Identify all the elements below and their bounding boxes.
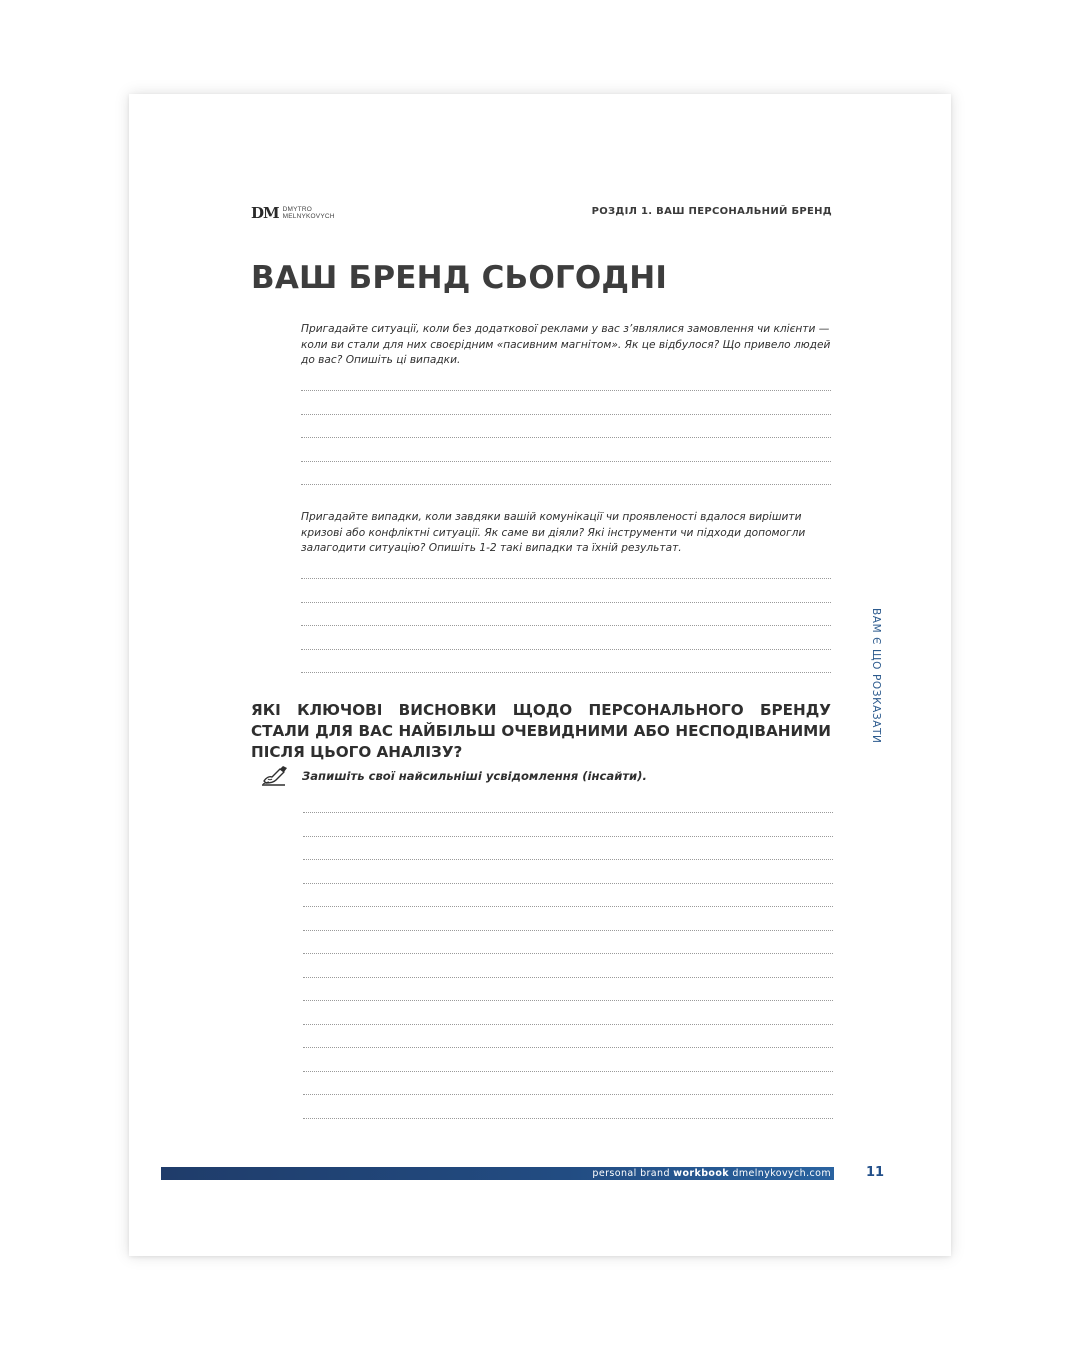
side-chapter-label: ВАМ Є ЩО РОЗКАЗАТИ bbox=[870, 608, 882, 744]
answer-line[interactable] bbox=[301, 414, 831, 415]
brand-logo bbox=[251, 204, 335, 222]
answer-line[interactable] bbox=[303, 953, 833, 954]
answer-line[interactable] bbox=[303, 1071, 833, 1072]
insight-instruction: Запишіть свої найсильніші усвідомлення (інсайти). bbox=[302, 769, 647, 783]
page-title: ВАШ БРЕНД СЬОГОДНІ bbox=[251, 260, 668, 296]
answer-line[interactable] bbox=[303, 906, 833, 907]
key-question: ЯКІ КЛЮЧОВІ ВИСНОВКИ ЩОДО ПЕРСОНАЛЬНОГО БРЕНДУ СТАЛИ ДЛЯ ВАС НАЙБІЛЬШ ОЧЕВИДНИМИ АБО НЕСПОДІВАНИМИ ПІСЛЯ ЦЬОГО АНАЛІЗУ? bbox=[251, 701, 831, 761]
page-number: 11 bbox=[866, 1165, 885, 1180]
answer-line[interactable] bbox=[303, 977, 833, 978]
answer-line[interactable] bbox=[301, 625, 831, 626]
answer-line[interactable] bbox=[303, 859, 833, 860]
answer-line[interactable] bbox=[303, 1118, 833, 1119]
footer-prefix: personal brand bbox=[592, 1168, 674, 1179]
answer-line[interactable] bbox=[303, 836, 833, 837]
side-chapter-tab bbox=[866, 610, 886, 742]
footer-bold: workbook bbox=[673, 1168, 729, 1179]
footer-bar bbox=[161, 1167, 834, 1180]
prompt-crisis-communication: Пригадайте випадки, коли завдяки вашій комунікації чи проявленості вдалося вирішити кризові або конфліктні ситуації. Як саме ви діяли? Які інструменти чи підходи допомогли залагодити ситуацію? Опишіть 1-2 такі випадки та їхній результат. bbox=[301, 511, 806, 554]
logo-monogram: DM bbox=[251, 204, 279, 222]
answer-line[interactable] bbox=[301, 484, 831, 485]
answer-line[interactable] bbox=[303, 1024, 833, 1025]
insight-prompt bbox=[260, 764, 647, 788]
answer-line[interactable] bbox=[301, 461, 831, 462]
answer-line[interactable] bbox=[303, 930, 833, 931]
answer-line[interactable] bbox=[301, 578, 831, 579]
logo-last-name: MELNYKOVYCH bbox=[282, 213, 335, 220]
answer-line[interactable] bbox=[301, 390, 831, 391]
logo-wordmark bbox=[283, 206, 335, 221]
logo-first-name: DMYTRO bbox=[282, 205, 312, 213]
writing-hand-icon bbox=[260, 764, 290, 788]
section-label: РОЗДІЛ 1. ВАШ ПЕРСОНАЛЬНИЙ БРЕНД bbox=[591, 206, 832, 217]
answer-line[interactable] bbox=[301, 602, 831, 603]
answer-line[interactable] bbox=[303, 1047, 833, 1048]
answer-line[interactable] bbox=[303, 883, 833, 884]
answer-line[interactable] bbox=[301, 672, 831, 673]
answer-line[interactable] bbox=[303, 1000, 833, 1001]
answer-line[interactable] bbox=[303, 1094, 833, 1095]
workbook-page bbox=[129, 94, 951, 1256]
answer-line[interactable] bbox=[303, 812, 833, 813]
footer-site: dmelnykovych.com bbox=[728, 1168, 831, 1179]
answer-line[interactable] bbox=[301, 437, 831, 438]
answer-line[interactable] bbox=[301, 649, 831, 650]
prompt-passive-magnet: Пригадайте ситуації, коли без додаткової реклами у вас з’являлися замовлення чи клієнти — коли ви стали для них своєрідним «пасивним магнітом». Як це відбулося? Що привело людей до вас? Опишіть ці випадки. bbox=[301, 323, 831, 366]
footer-caption bbox=[592, 1167, 831, 1180]
